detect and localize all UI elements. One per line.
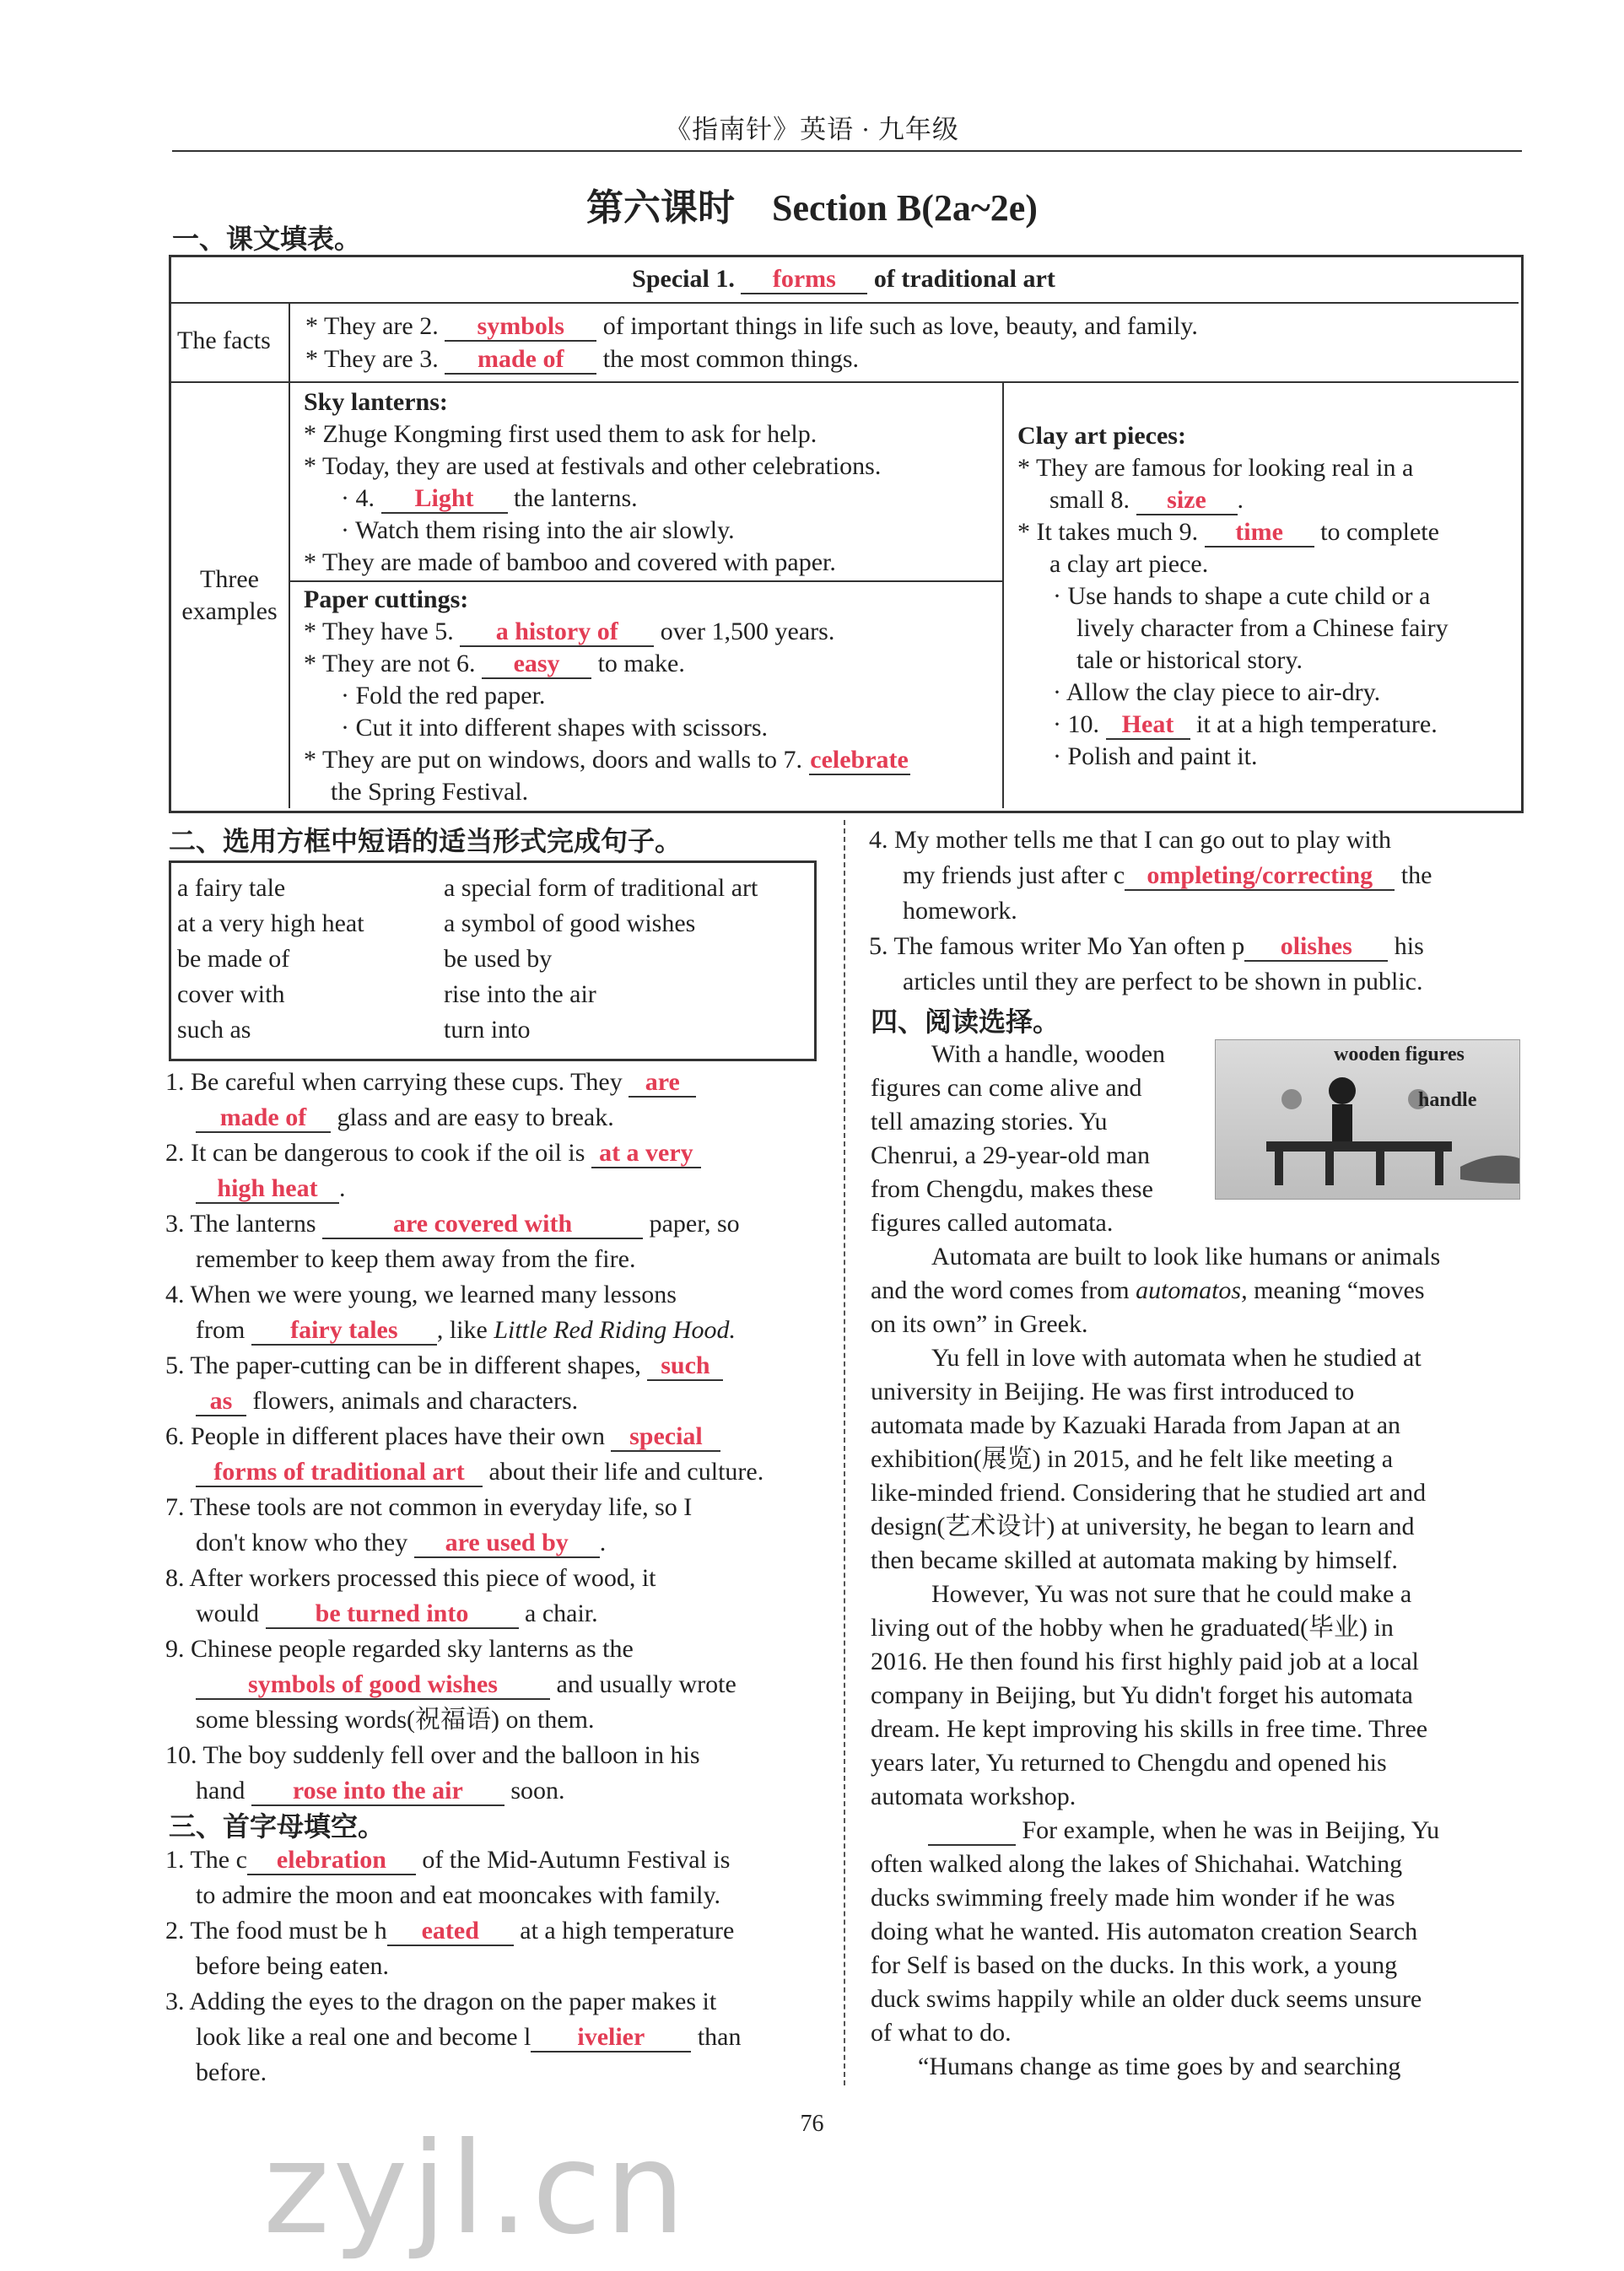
answer-9: time: [1205, 518, 1314, 548]
automata-photo: [1215, 1039, 1520, 1200]
page-number: 76: [800, 2111, 824, 2137]
p3-q5-answer: olishes: [1244, 932, 1388, 962]
q1-answer: are: [629, 1068, 696, 1098]
passage-para-1: With a handle, wooden figures can come alive and tell amazing stories. Yu Chenrui, a 29-year-old man from Chengdu, makes these figures called automata.: [871, 1040, 1166, 1237]
phrase-column-left: a fairy tale at a very high heat be made of cover with such as: [177, 874, 364, 1044]
answer-6: easy: [482, 650, 591, 679]
running-header: 《指南针》英语 · 九年级: [665, 115, 959, 144]
answer-3: made of: [445, 345, 596, 375]
sky-lanterns-block: Sky lanterns: * Zhuge Kongming first used them to ask for help. * Today, they are used at festivals and other celebrations. · 4. Light the lanterns. · Watch them rising into the air slowly. * They are made of bamboo and covered with paper.: [304, 386, 1000, 579]
p3-q1-answer: elebration: [247, 1846, 416, 1875]
answer-5: a history of: [460, 618, 654, 647]
table-title: [0, 263, 1624, 295]
q6-answer: special: [611, 1422, 720, 1452]
q9-answer: symbols of good wishes: [196, 1670, 550, 1700]
table-title-suffix: of traditional art: [873, 265, 1055, 293]
p3-q2-answer: eated: [387, 1917, 514, 1946]
paper-title: Paper cuttings:: [304, 585, 469, 613]
answer-10: Heat: [1106, 710, 1190, 740]
clay-block: Clay art pieces: * They are famous for looking real in a small 8. size . * It takes much 9. time to complete a clay art piece. · Use hands to shape a cute child or a lively character from a Chinese fairy tale or historical story. · Allow the clay piece to air-dry. · 10. Heat it at a high temperature. · Polish and paint it.: [1017, 420, 1515, 773]
img-label-figures: wooden figures: [1334, 1044, 1465, 1065]
lesson-title: 第六课时 Section B(2a~2e): [586, 187, 1038, 229]
q7-answer: are used by: [414, 1529, 600, 1558]
part4-heading: 四、阅读选择。: [871, 1006, 1060, 1037]
fact-line-1: * They are 2. symbols of important things in life such as love, beauty, and family.: [305, 312, 1198, 340]
phrase-column-right: a special form of traditional art a symbol of good wishes be used by rise into the air turn into: [444, 874, 758, 1044]
p3-q3-answer: ivelier: [531, 2023, 691, 2053]
p3-q4-answer: ompleting/correcting: [1125, 861, 1395, 891]
q2-answer: at a very: [591, 1139, 701, 1168]
answer-7: celebrate: [810, 746, 909, 774]
part2-heading: 二、选用方框中短语的适当形式完成句子。: [169, 826, 683, 856]
answer-4: Light: [381, 484, 508, 514]
examples-label: Three examples: [181, 565, 278, 625]
part3-heading: 三、首字母填空。: [169, 1811, 386, 1842]
q5-answer: such: [647, 1351, 723, 1381]
part3-questions-right: 4. My mother tells me that I can go out to play with my friends just after c ompleting/correcting the homework. 5. The famous writer Mo Yan often p olishes his articles until they are perfect to be shown in public.: [869, 826, 1432, 995]
passage-body: Automata are built to look like humans or animals and the word comes from automatos, meaning “moves on its own” in Greek. Yu fell in love with automata when he studied at university in Beijing. He was first introduced to automata made by Kazuaki Harada from Japan at an exhibition(展览) in 2015, and he felt like meeting a like-minded friend. Considering that he studied art and design(艺术设计) at university, he began to learn and then became skilled at automata making by himself. However, Yu was not sure that he could make a living out of the hobby when he graduated(毕业) in 2016. He then found his first highly paid job at a local company in Beijing, but Yu didn't forget his automata dream. He kept improving his skills in free time. Three years later, Yu returned to Chengdu and opened his automata workshop. For example, when he was in Beijing, Yu often walked along the lakes of Shichahai. Watching ducks swimming freely made him wonder if he was doing what he wanted. His automaton creation Search for Self is based on the ducks. In this work, a young duck swims happily while an older duck seems unsure of what to do. “Humans change as time goes by and searching: [871, 1243, 1441, 2080]
q8-answer: be turned into: [266, 1599, 519, 1629]
table-rule: [289, 302, 290, 808]
answer-1: forms: [741, 265, 867, 294]
facts-label: The facts: [177, 326, 271, 354]
img-label-handle: handle: [1418, 1089, 1477, 1111]
answer-8: size: [1136, 486, 1238, 515]
clay-title: Clay art pieces:: [1017, 422, 1186, 450]
sky-title: Sky lanterns:: [304, 388, 448, 416]
part2-questions: 1. Be careful when carrying these cups. They are made of glass and are easy to break. 2. It can be dangerous to cook if the oil is at a very high heat . 3. The lanterns are covered with paper, so remember to keep them away from the fire. 4. When we were young, we learned many lessons from fairy tales , like Little Red Riding Hood. 5. The paper-cutting can be in different shapes, such as flowers, animals and characters. 6. People in different places have their own special forms of traditional art about their life and culture. 7. These tools are not common in everyday life, so I don't know who they are used by . 8. After workers processed this piece of wood, it would be turned into a chair. 9. Chinese people regarded sky lanterns as the symbols of good wishes and usually wrote some blessing words(祝福语) on them. 10. The boy suddenly fell over and the balloon in his hand rose into the air soon.: [165, 1068, 764, 1804]
table-rule: [290, 580, 1002, 582]
table-rule: [1002, 381, 1004, 808]
watermark: zyjl.cn: [263, 2116, 689, 2263]
q3-answer: are covered with: [322, 1210, 643, 1239]
answer-2: symbols: [445, 312, 596, 342]
part1-heading: 一、课文填表。: [172, 224, 362, 254]
fact-line-2: * They are 3. made of the most common things.: [305, 345, 860, 373]
q4-answer: fairy tales: [251, 1316, 437, 1346]
header-rule: [172, 150, 1522, 152]
paper-cuttings-block: Paper cuttings: * They have 5. a history of over 1,500 years. * They are not 6. easy to make. · Fold the red paper. · Cut it into different shapes with scissors. * They are put on windows, doors and walls to 7. celebrate the Spring Festival.: [304, 584, 1000, 808]
table-title-prefix: Special 1.: [632, 265, 735, 293]
table-rule: [170, 302, 1519, 304]
table-rule: [170, 381, 1519, 383]
reading-blank[interactable]: [928, 1816, 1016, 1846]
column-divider: [844, 820, 845, 2085]
part3-questions-left: 1. The c elebration of the Mid-Autumn Festival is to admire the moon and eat mooncakes with family. 2. The food must be h eated at a high temperature before being eaten. 3. Adding the eyes to the dragon on the paper makes it look like a real one and become l ivelier than before.: [165, 1846, 742, 2086]
q10-answer: rose into the air: [251, 1777, 504, 1806]
